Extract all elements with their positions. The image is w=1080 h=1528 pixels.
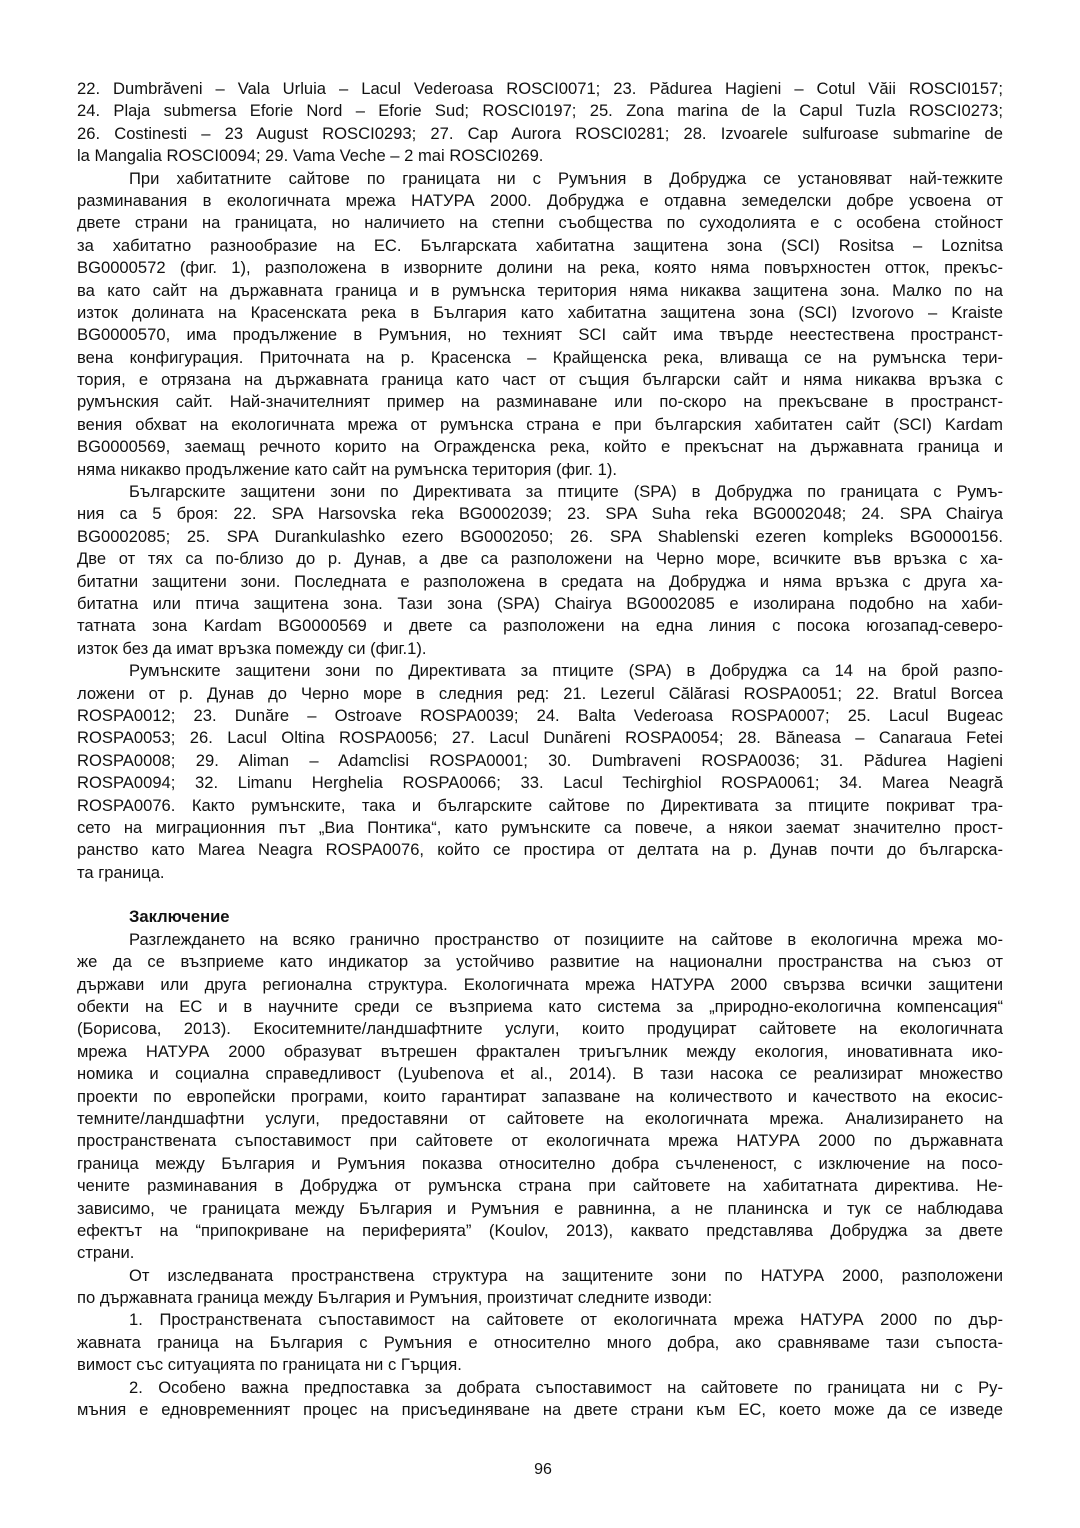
text-line: проекти по европейски програми, които гарантират запазване на количеството и качеството на екосис- bbox=[77, 1086, 1003, 1106]
text-line: чените разминавания в Добруджа от румънска страна при сайтовете на хабитатната директива. Не- bbox=[77, 1176, 1003, 1196]
text-line: 22. Dumbrăveni – Vala Urluia – Lacul Vederoasa ROSCI0071; 23. Pădurea Hagieni – Cotul Văii ROSCI0157; bbox=[77, 79, 1003, 98]
text-line: Румънските защитени зони по Директивата за птиците (SPA) в Добруджа са 14 на брой разпо- bbox=[129, 661, 1003, 681]
text-line: пространствената съпоставимост при сайтовете от екологичната мрежа НАТУРА 2000 по държавната bbox=[77, 1131, 1003, 1151]
spacer bbox=[77, 884, 1003, 906]
text-line: граница между България и Румъния показва относително добра съчлененост, с изключение на посо- bbox=[77, 1153, 1003, 1173]
text-line: 26. Costinesti – 23 August ROSCI0293; 27. Cap Aurora ROSCI0281; 28. Izvoarele sulfuroase submarine de bbox=[77, 123, 1003, 143]
text-line: BG0000570, има продължение в Румъния, но техният SCI сайт има твърде неестествена пространст- bbox=[77, 325, 1003, 345]
paragraph bbox=[77, 481, 1003, 660]
text-line: държави или друга регионална структура. Екологичната мрежа НАТУРА 2000 свързва всички защитени bbox=[77, 974, 1003, 994]
text-line: ROSPA0094; 32. Limanu Herghelia ROSPA0066; 33. Lacul Techirghiol ROSPA0061; 34. Marea Neagră bbox=[77, 773, 1003, 793]
text-line: ROSPA0076. Както румънските, така и българските сайтове по Директивата за птиците покриват тра- bbox=[77, 795, 1003, 815]
text-line: зависимо, че границата между България и Румъния е равнинна, а не планинска и тук се наблюдава bbox=[77, 1198, 1003, 1218]
text-line: ефектът на “припокриване на периферията” (Koulov, 2013), каквато представлява Добруджа за двете bbox=[77, 1220, 1003, 1240]
text-line: ложени от р. Дунав до Черно море в следния ред: 21. Lezerul Călărasi ROSPA0051; 22. Bratul Borcea bbox=[77, 683, 1003, 703]
text-line: ва като сайт на държавната граница и в румънска територия няма никаква защитена зона. Малко по на bbox=[77, 280, 1003, 300]
text-line: 24. Plaja submersa Eforie Nord – Eforie Sud; ROSCI0197; 25. Zona marina de la Capul Tuzla ROSCI0273; bbox=[77, 101, 1003, 121]
text-line: 2. Особено важна предпоставка за добрата съпоставимост на сайтовете по границата ни с Ру- bbox=[129, 1377, 1003, 1397]
text-line: битатни защитени зони. Последната е разположена в средата на Добруджа и няма връзка с друга ха- bbox=[77, 571, 1003, 591]
text-line: румънския сайт. Най-значителният пример на разминаване или по-скоро на прекъсване в пространст- bbox=[77, 392, 1003, 412]
paragraph bbox=[77, 168, 1003, 481]
text-line: 1. Пространствената съпоставимост на сайтовете от екологичната мрежа НАТУРА 2000 по дър- bbox=[129, 1310, 1003, 1330]
document-body bbox=[77, 78, 1003, 1421]
text-line: При хабитатните сайтове по границата ни с Румъния в Добруджа се установяват най-тежките bbox=[129, 168, 1003, 188]
text-line: Българските защитени зони по Директивата за птиците (SPA) в Добруджа по границата с Румъ- bbox=[129, 482, 1003, 502]
text-line: изток без да имат връзка помежду си (фиг.1). bbox=[77, 638, 427, 658]
text-line: битатна или птича защитена зона. Тази зона (SPA) Chairya BG0002085 е изолирана подобно на хаби- bbox=[77, 593, 1003, 613]
text-line: ния са 5 броя: 22. SPA Harsovska reka BG0002039; 23. SPA Suha reka BG0002048; 24. SPA Chairya bbox=[77, 504, 1003, 524]
text-line: же да се възприеме като индикатор за устойчиво развитие на национални пространства на съюз от bbox=[77, 952, 1003, 972]
text-line: Разглеждането на всяко гранично пространство от позициите на сайтове в екологична мрежа мо- bbox=[129, 929, 1003, 949]
text-line: татната зона Kardam BG0000569 и двете са разположени на една линия с посока югозапад-северо- bbox=[77, 616, 1003, 636]
text-line: мрежа НАТУРА 2000 образуват вътрешен фрактален триъгълник между екология, иновативната ико- bbox=[77, 1041, 1003, 1061]
paragraph bbox=[77, 78, 1003, 168]
text-line: та граница. bbox=[77, 862, 165, 882]
paragraph bbox=[77, 929, 1003, 1265]
text-line: мъния е едновременният процес на присъединяване на двете страни към ЕС, което може да се изведе bbox=[77, 1400, 1003, 1420]
text-line: двете страни на границата, но наличието на степни съобщества по суходолията е с особена стойност bbox=[77, 213, 1003, 233]
text-line: (Борисова, 2013). Екоситемните/ландшафтните услуги, които продуцират сайтовете на екологичната bbox=[77, 1019, 1003, 1039]
section-heading: Заключение bbox=[129, 907, 230, 927]
text-line: вения обхват на екологичната мрежа от румънска страна е при българския хабитатен сайт (SCI) Kardam bbox=[77, 414, 1003, 434]
text-line: ранство като Marea Neagra ROSPA0076, който се простира от делтата на р. Дунав почти до българска- bbox=[77, 840, 1003, 860]
text-line: Две от тях са по-близо до р. Дунав, а две са разположени на Черно море, всичките във връзка с ха- bbox=[77, 549, 1003, 569]
text-line: сето на миграционния път „Виа Понтика“, като румънските са повече, а някои заемат значително прост- bbox=[77, 817, 1003, 837]
text-line: ROSPA0012; 23. Dunăre – Ostroave ROSPA0039; 24. Balta Vederoasa ROSPA0007; 25. Lacul Bugeac bbox=[77, 705, 1003, 725]
text-line: номика и социална справедливост (Lyubenova et al., 2014). В тази насока се реализират множество bbox=[77, 1064, 1003, 1084]
text-line: страни. bbox=[77, 1243, 135, 1263]
text-line: изток долината на Красенската река в България като хабитатна защитена зона (SCI) Izvorovo – Kraiste bbox=[77, 302, 1003, 322]
text-line: ROSPA0053; 26. Lacul Oltina ROSPA0056; 27. Lacul Dunăreni ROSPA0054; 28. Băneasa – Canaraua Fetei bbox=[77, 728, 1003, 748]
text-line: la Mangalia ROSCI0094; 29. Vama Veche – 2 mai ROSCI0269. bbox=[77, 146, 544, 166]
paragraph bbox=[77, 1309, 1003, 1376]
text-line: BG0000572 (фиг. 1), разположена в изворните долини на река, която няма повърхностен отток, прекъс- bbox=[77, 258, 1003, 278]
text-line: разминавания в екологичната мрежа НАТУРА 2000. Добруджа е отдавна земеделски добре усвоена от bbox=[77, 190, 1003, 210]
text-line: за хабитатно разнообразие на ЕС. Българската хабитатна защитена зона (SCI) Rositsa – Loznitsa bbox=[77, 235, 1003, 255]
text-line: вена конфигурация. Приточната на р. Красенска – Крайщенска река, вливаща се на румънска тери- bbox=[77, 347, 1003, 367]
text-line: BG0002085; 25. SPA Durankulashko ezero BG0002050; 26. SPA Shablenski ezeren kompleks BG0000156. bbox=[77, 526, 1003, 546]
page-number: 96 bbox=[534, 1461, 552, 1478]
text-line: вимост със ситуацията по границата ни с Гърция. bbox=[77, 1355, 462, 1375]
text-line: темните/ландшафтни услуги, предоставяни от сайтовете на екологичната мрежа. Анализирането на bbox=[77, 1108, 1003, 1128]
text-line: по държавната граница между България и Румъния, произтичат следните изводи: bbox=[77, 1288, 713, 1308]
paragraph bbox=[77, 660, 1003, 884]
text-line: От изследваната пространствена структура на защитените зони по НАТУРА 2000, разположени bbox=[129, 1265, 1003, 1285]
text-line: жавната граница на България с Румъния е относително много добра, ако сравняваме тази съпоста- bbox=[77, 1332, 1003, 1352]
paragraph bbox=[77, 1265, 1003, 1310]
text-line: BG0000569, заемащ речното корито на Огражденска река, който е прекъснат на държавната граница и bbox=[77, 437, 1003, 457]
text-line: обекти на ЕС и в научните среди се възприема като система за „природно-екологична компенсация“ bbox=[77, 997, 1003, 1017]
text-line: ROSPA0008; 29. Aliman – Adamclisi ROSPA0001; 30. Dumbraveni ROSPA0036; 31. Pădurea Hagieni bbox=[77, 750, 1003, 770]
text-line: няма никакво продължение като сайт на румънска територия (фиг. 1). bbox=[77, 459, 618, 479]
text-line: тория, е отрязана на държавната граница като част от същия български сайт и няма никаква връзка с bbox=[77, 370, 1003, 390]
paragraph bbox=[77, 1377, 1003, 1422]
